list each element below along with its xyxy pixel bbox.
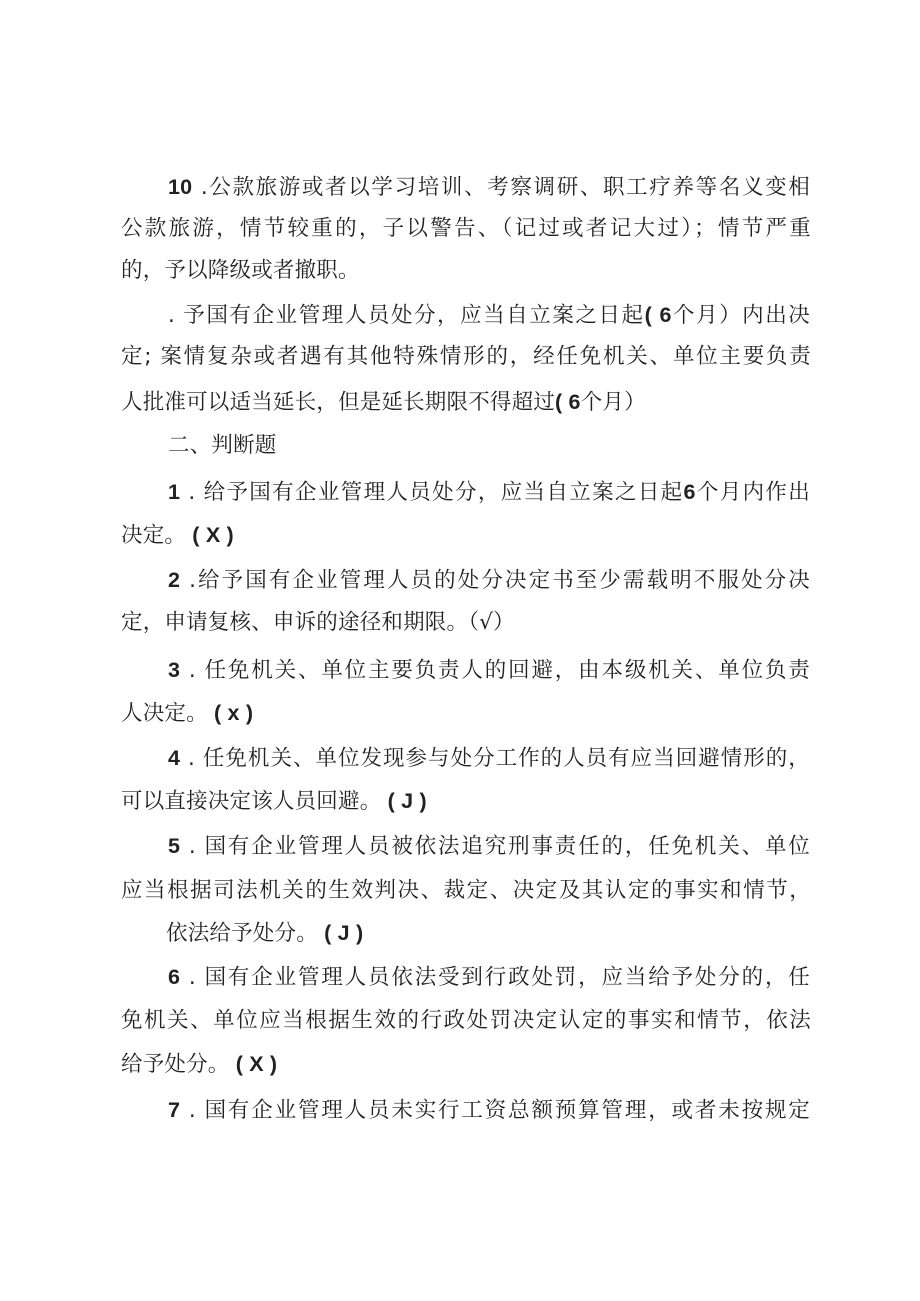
item-number: 7: [168, 1098, 181, 1122]
item-number: 6: [168, 965, 181, 989]
item-text: 人决定。: [121, 701, 208, 726]
question-5-line-3: [166, 918, 856, 949]
question-1-line-1: [168, 477, 810, 508]
item-number: 2: [168, 568, 181, 592]
question-6-line-3: [121, 1049, 811, 1080]
item-text: . 国有企业管理人员依法受到行政处罚，应当给予处分的，任: [180, 965, 810, 990]
question-4-line-2: [121, 786, 811, 817]
item-11-line-1: [168, 300, 810, 331]
item-bold: 6: [683, 480, 696, 504]
question-5-line-1: [168, 831, 810, 862]
item-text: 可以直接决定该人员回避。: [121, 789, 382, 814]
question-2-line-2: [121, 608, 811, 638]
item-text: . 任免机关、单位发现参与处分工作的人员有应当回避情形的，: [180, 746, 810, 771]
answer-mark: ( J ): [381, 789, 427, 813]
item-text: 人批准可以适当延长，但是延长期限不得超过: [121, 390, 556, 415]
item-11-line-3: [121, 387, 811, 418]
item-10-line-2: 公款旅游，情节较重的，子以警告、（记过或者记大过）；情节严重: [121, 216, 811, 241]
item-text: . 给予国有企业管理人员处分，应当自立案之日起: [180, 480, 684, 505]
answer-mark: ( X ): [229, 1052, 278, 1076]
question-3-line-2: [121, 698, 811, 729]
item-bold: ( 6: [555, 390, 581, 414]
item-number: 4: [168, 746, 181, 770]
item-number: 1: [168, 480, 181, 504]
item-number: 3: [168, 658, 181, 682]
item-text: . 国有企业管理人员未实行工资总额预算管理，或者未按规定: [180, 1098, 810, 1123]
question-3-line-1: [168, 655, 810, 686]
item-text: . 国有企业管理人员被依法追究刑事责任的，任免机关、单位: [180, 834, 810, 859]
item-bold: ( 6: [644, 303, 672, 327]
answer-mark: ( X ): [186, 523, 234, 547]
item-11-line-2: 定; 案情复杂或者遇有其他特殊情形的，经任免机关、单位主要负责: [121, 344, 811, 369]
item-text: .给予国有企业管理人员的处分决定书至少需载明不服处分决: [180, 568, 810, 593]
item-text: 定，申请复核、申诉的途径和期限。: [121, 610, 469, 635]
item-text: . 予国有企业管理人员处分，应当自立案之日起: [168, 303, 645, 328]
item-text: 个月内作出: [695, 480, 810, 505]
item-text: 给予处分。: [121, 1052, 230, 1077]
question-4-line-1: [168, 743, 810, 774]
answer-mark: ( J ): [317, 921, 364, 945]
question-5-line-2: 应当根据司法机关的生效判决、裁定、决定及其认定的事实和情节，: [121, 878, 811, 903]
item-text: .公款旅游或者以学习培训、考察调研、职工疗养等名义变相: [192, 175, 810, 200]
answer-mark: ( x ): [207, 701, 254, 725]
question-2-line-1: [168, 565, 810, 596]
question-6-line-1: [168, 962, 810, 993]
item-10-line-3: 的，予以降级或者撤职。: [121, 258, 360, 283]
item-text: 个月）: [580, 390, 646, 415]
question-6-line-2: 免机关、单位应当根据生效的行政处罚决定认定的事实和情节，依法: [121, 1008, 811, 1033]
item-text: 个月）内出决: [671, 303, 811, 328]
section-heading: 二、判断题: [168, 433, 277, 458]
item-number: 10: [168, 175, 193, 199]
item-10-line-1: [168, 172, 810, 203]
answer-mark: （√）: [468, 610, 515, 635]
item-number: 5: [168, 834, 181, 858]
question-7-line-1: [168, 1095, 810, 1126]
item-text: . 任免机关、单位主要负责人的回避，由本级机关、单位负责: [180, 658, 810, 683]
question-1-line-2: [121, 520, 811, 551]
item-text: 依法给予处分。: [166, 921, 318, 946]
item-text: 决定。: [121, 523, 187, 548]
